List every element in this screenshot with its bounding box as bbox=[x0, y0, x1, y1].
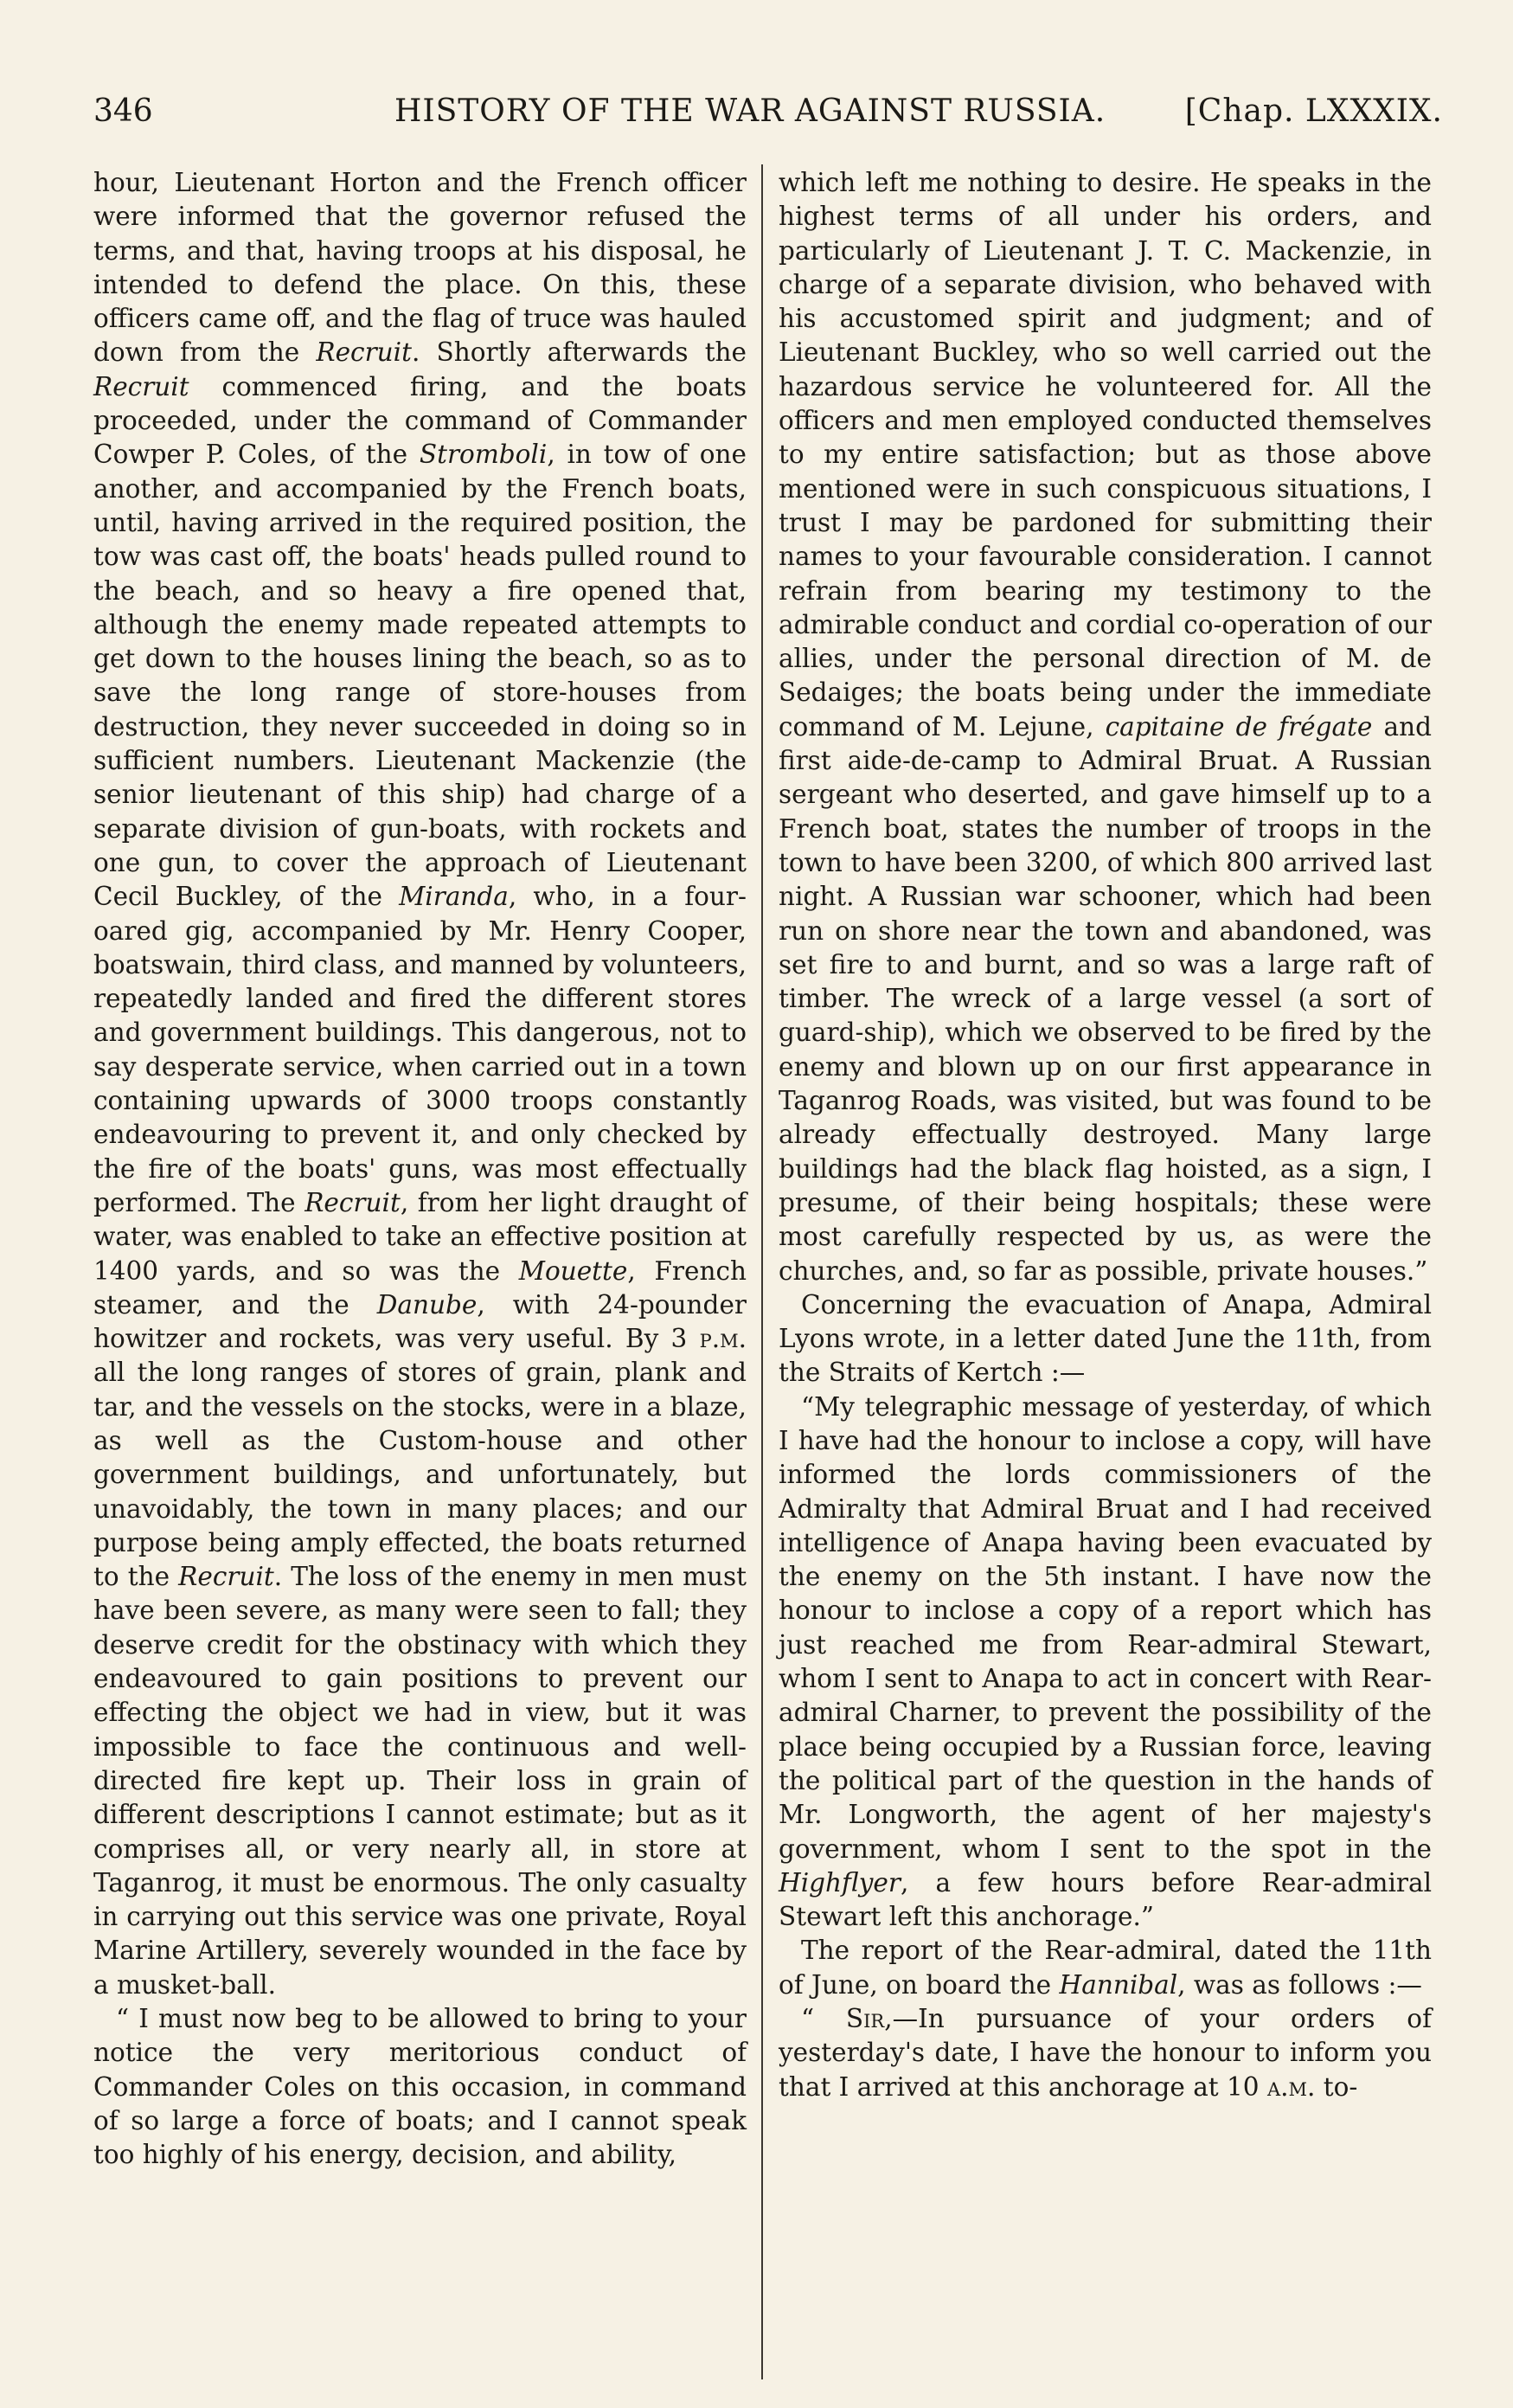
ship-name: Recruit bbox=[178, 1562, 274, 1592]
paragraph: The report of the Rear-admiral, dated the 11th of June, on board the Hannibal, was as follows :— bbox=[779, 1936, 1432, 2000]
ship-name: Recruit bbox=[305, 1187, 401, 1217]
ship-name: Hannibal bbox=[1059, 1969, 1178, 2000]
time-abbrev: a.m. bbox=[1266, 2071, 1316, 2102]
ship-name: Danube bbox=[376, 1289, 478, 1320]
right-column bbox=[779, 166, 1432, 2104]
time-abbrev: p.m. bbox=[699, 1324, 747, 1354]
ship-name: Recruit bbox=[316, 337, 412, 368]
ship-name: Highflyer bbox=[779, 1867, 901, 1898]
ship-name: Recruit bbox=[93, 371, 189, 401]
paragraph: “My telegraphic message of yesterday, of which I have had the honour to inclose a copy, will have informed the lords commissioners of the Admiralty that Admiral Bruat and I had received intelligence of Anapa having been evacuated by the enemy on the 5th instant. I have now the honour to inclose a copy of a report which has just reached me from Rear-admiral Stewart, whom I sent to Anapa to act in concert with Rear-admiral Charner, to prevent the possibility of the place being occupied by a Russian force, leaving the political part of the question in the hands of Mr. Longworth, the agent of her majesty's government, whom I sent to the spot in the Highflyer, a few hours before Rear-admiral Stewart left this anchorage.” bbox=[779, 1391, 1432, 1932]
paragraph: hour, Lieutenant Horton and the French officer were informed that the governor refused the terms, and that, having troops at his disposal, he intended to defend the place. On this, these officers came off, and the flag of truce was hauled down from the Recruit. Shortly afterwards the Recruit commenced firing, and the boats proceeded, under the command of Commander Cowper P. Coles, of the Stromboli, in tow of one another, and accompanied by the French boats, until, having arrived in the required position, the tow was cast off, the boats' heads pulled round to the beach, and so heavy a fire opened that, although the enemy made repeated attempts to get down to the houses lining the beach, so as to save the long range of store-houses from destruction, they never succeeded in doing so in sufficient numbers. Lieutenant Mackenzie (the senior lieutenant of this ship) had charge of a separate division of gun-boats, with rockets and one gun, to cover the approach of Lieutenant Cecil Buckley, of the Miranda, who, in a four-oared gig, accompanied by Mr. Henry Cooper, boatswain, third class, and manned by volunteers, repeatedly landed and fired the different stores and government buildings. This dangerous, not to say desperate service, when carried out in a town containing upwards of 3000 troops constantly endeavouring to prevent it, and only checked by the fire of the boats' guns, was most effectually performed. The Recruit, from her light draught of water, was enabled to take an effective position at 1400 yards, and so was the Mouette, French steamer, and the Danube, with 24-pounder howitzer and rockets, was very useful. By 3 p.m. all the long ranges of stores of grain, plank and tar, and the vessels on the stocks, were in a blaze, as well as the Custom-house and other government buildings, and unfortunately, but unavoidably, the town in many places; and our purpose being amply effected, the boats returned to the Recruit. The loss of the enemy in men must have been severe, as many were seen to fall; they deserve credit for the obstinacy with which they endeavoured to gain positions to prevent our effecting the object we had in view, but it was impossible to face the continuous and well-directed fire kept up. Their loss in grain of different descriptions I cannot estimate; but as it comprises all, or very nearly all, in store at Taganrog, it must be enormous. The only casualty in carrying out this service was one private, Royal Marine Artillery, severely wounded in the face by a musket-ball. bbox=[93, 168, 747, 2000]
paragraph: which left me nothing to desire. He speaks in the highest terms of all under his orders, and particularly of Lieutenant J. T. C. Mackenzie, in charge of a separate division, who behaved with his accustomed spirit and judgment; and of Lieutenant Buckley, who so well carried out the hazardous service he volunteered for. All the officers and men employed conducted themselves to my entire satisfaction; but as those above mentioned were in such conspicuous situations, I trust I may be pardoned for submitting their names to your favourable consideration. I cannot refrain from bearing my testimony to the admirable conduct and cordial co-operation of our allies, under the personal direction of M. de Sedaiges; the boats being under the immediate command of M. Lejune, capitaine de frégate and first aide-de-camp to Admiral Bruat. A Russian sergeant who deserted, and gave himself up to a French boat, states the number of troops in the town to have been 3200, of which 800 arrived last night. A Russian war schooner, which had been run on shore near the town and abandoned, was set fire to and burnt, and so was a large raft of timber. The wreck of a large vessel (a sort of guard-ship), which we observed to be fired by the enemy and blown up on our first appearance in Taganrog Roads, was visited, but was found to be already effectually destroyed. Many large buildings had the black flag hoisted, as a sign, I presume, of their being hospitals; these were most carefully respected by us, as were the churches, and, so far as possible, private houses.” bbox=[779, 168, 1432, 1286]
running-title: HISTORY OF THE WAR AGAINST RUSSIA. bbox=[394, 93, 1106, 129]
ship-name: Stromboli bbox=[419, 440, 548, 470]
paragraph: “ Sir,—In pursuance of your orders of yesterday's date, I have the honour to inform you that I arrived at this anchorage at 10 a.m. to- bbox=[779, 2004, 1432, 2102]
salutation: Sir bbox=[845, 2004, 885, 2034]
paragraph: “ I must now beg to be allowed to bring to your notice the very meritorious conduct of Commander Coles on this occasion, in command of so large a force of boats; and I cannot speak too highly of his energy, decision, and ability, bbox=[93, 2004, 747, 2170]
page-header bbox=[93, 93, 1443, 137]
chapter-label: [Chap. LXXXIX. bbox=[1184, 93, 1443, 129]
foreign-term: capitaine de frégate bbox=[1105, 711, 1373, 742]
paragraph: Concerning the evacuation of Anapa, Admiral Lyons wrote, in a letter dated June the 11th, from the Straits of Kertch :— bbox=[779, 1289, 1432, 1388]
page-number: 346 bbox=[93, 93, 153, 129]
ship-name: Mouette bbox=[518, 1255, 628, 1286]
column-divider bbox=[761, 164, 763, 2379]
ship-name: Miranda bbox=[399, 882, 509, 912]
left-column bbox=[93, 166, 747, 2173]
